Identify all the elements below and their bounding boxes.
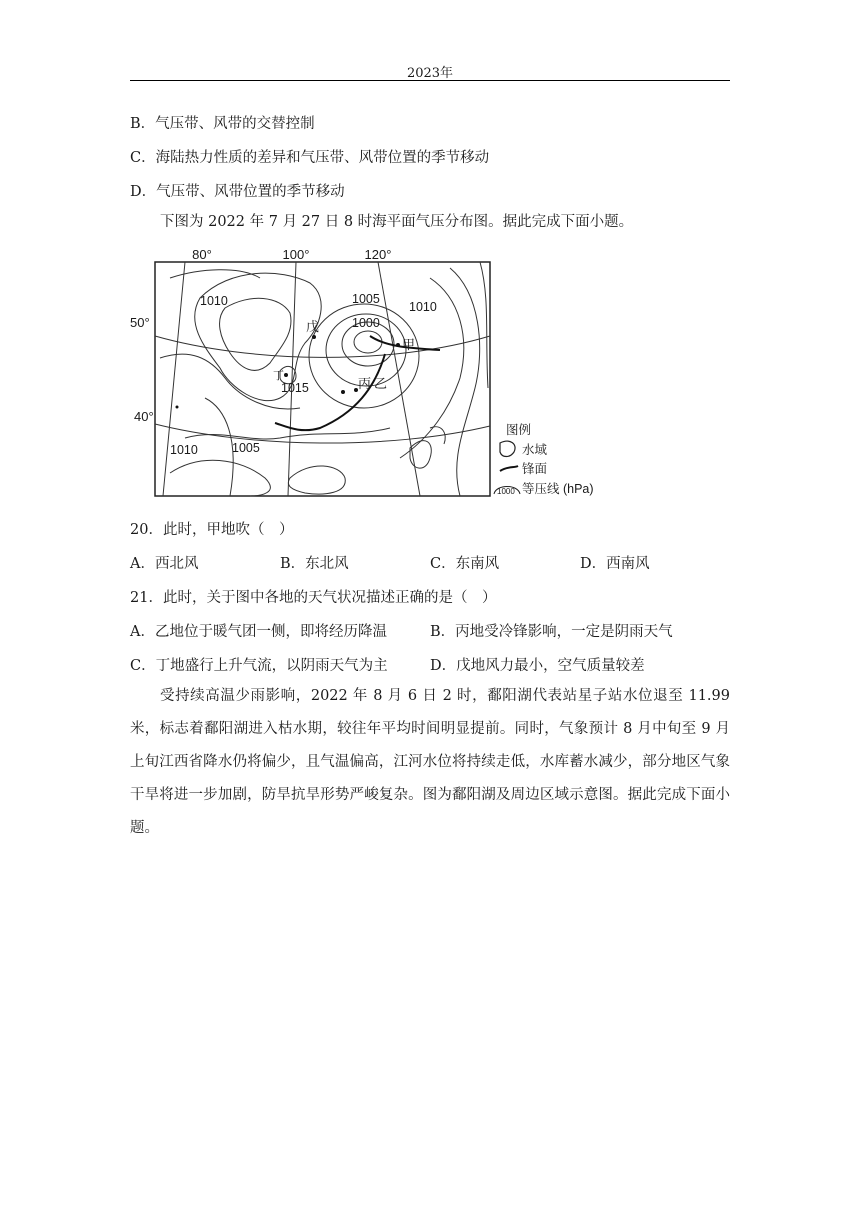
water-body <box>410 441 431 469</box>
q21-option-a: A．乙地位于暖气团一侧，即将经历降温 <box>130 624 387 640</box>
lon-label-80: 80° <box>192 247 212 262</box>
place-label-ding: 丁 <box>273 370 284 382</box>
option-d-prev: D．气压带、风带位置的季节移动 <box>130 184 345 200</box>
place-dot-ding <box>284 373 288 377</box>
q21-option-b: B．丙地受冷锋影响，一定是阴雨天气 <box>430 624 673 640</box>
isobar-label: 1000 <box>352 316 380 330</box>
place-label-bing: 丙 <box>358 376 372 391</box>
isobar-label: 1010 <box>170 443 198 457</box>
longitude-line-80 <box>163 262 185 496</box>
lon-label-100: 100° <box>282 247 310 262</box>
lon-label-120: 120° <box>364 247 392 262</box>
place-dot-jia <box>396 343 400 347</box>
legend-isobar-label: 等压线 (hPa) <box>522 482 594 496</box>
legend-water-icon <box>500 441 515 456</box>
isobar-label: 1010 <box>200 294 228 308</box>
place-label-wu: 戊 <box>306 319 320 334</box>
place-label-jia: 甲 <box>402 337 416 352</box>
legend-front-label: 锋面 <box>522 462 548 476</box>
q21-option-c: C．丁地盛行上升气流，以阴雨天气为主 <box>130 658 388 674</box>
isobar-label: 1015 <box>281 381 309 395</box>
intro-paragraph-poyang: 受持续高温少雨影响，2022 年 8 月 6 日 2 时，鄱阳湖代表站星子站水位退至 11.99 米，标志着鄱阳湖进入枯水期，较往年平均时间明显提前。同时，气象预计 8 月中旬至 9 月上旬江西省降水仍将偏少，且气温偏高，江河水位将持续走低，水库蓄水减少，部分地区气象干旱将进一步加剧，防旱抗旱形势严峻复杂。图为鄱阳湖及周边区域示意图。据此完成下面小题。 <box>130 688 730 836</box>
q20-option-b: B．东北风 <box>280 556 349 572</box>
question-21-stem: 21．此时，关于图中各地的天气状况描述正确的是（ ） <box>130 590 497 606</box>
legend-title: 图例 <box>506 423 532 437</box>
intro-paragraph-map: 下图为 2022 年 7 月 27 日 8 时海平面气压分布图。据此完成下面小题。 <box>160 214 634 230</box>
option-c-prev: C．海陆热力性质的差异和气压带、风带位置的季节移动 <box>130 150 490 166</box>
lat-label-40: 40° <box>134 409 154 424</box>
q20-option-c: C．东南风 <box>430 556 500 572</box>
q20-option-a: A．西北风 <box>130 556 199 572</box>
legend-front-icon <box>500 466 518 471</box>
place-dot-bing <box>341 390 345 394</box>
question-20-stem: 20．此时，甲地吹（ ） <box>130 522 294 538</box>
option-b-prev: B．气压带、风带的交替控制 <box>130 116 315 132</box>
isobar-label: 1005 <box>232 441 260 455</box>
q21-option-d: D．戊地风力最小，空气质量较差 <box>430 658 645 674</box>
isobar-label: 1010 <box>409 300 437 314</box>
longitude-line-100 <box>288 262 296 496</box>
header-rule <box>130 80 730 81</box>
sea-level-pressure-map <box>130 238 620 500</box>
place-dot-wu <box>312 335 316 339</box>
place-dot-yi <box>354 388 358 392</box>
lat-label-50: 50° <box>130 315 150 330</box>
place-label-yi: 乙 <box>374 376 388 391</box>
legend-water-label: 水域 <box>522 443 548 457</box>
page-header-year: 2023年 <box>406 66 454 81</box>
q20-option-d: D．西南风 <box>580 556 650 572</box>
isobar-label: 1005 <box>352 292 380 306</box>
legend-isobar-sample: 1000 <box>497 487 515 496</box>
